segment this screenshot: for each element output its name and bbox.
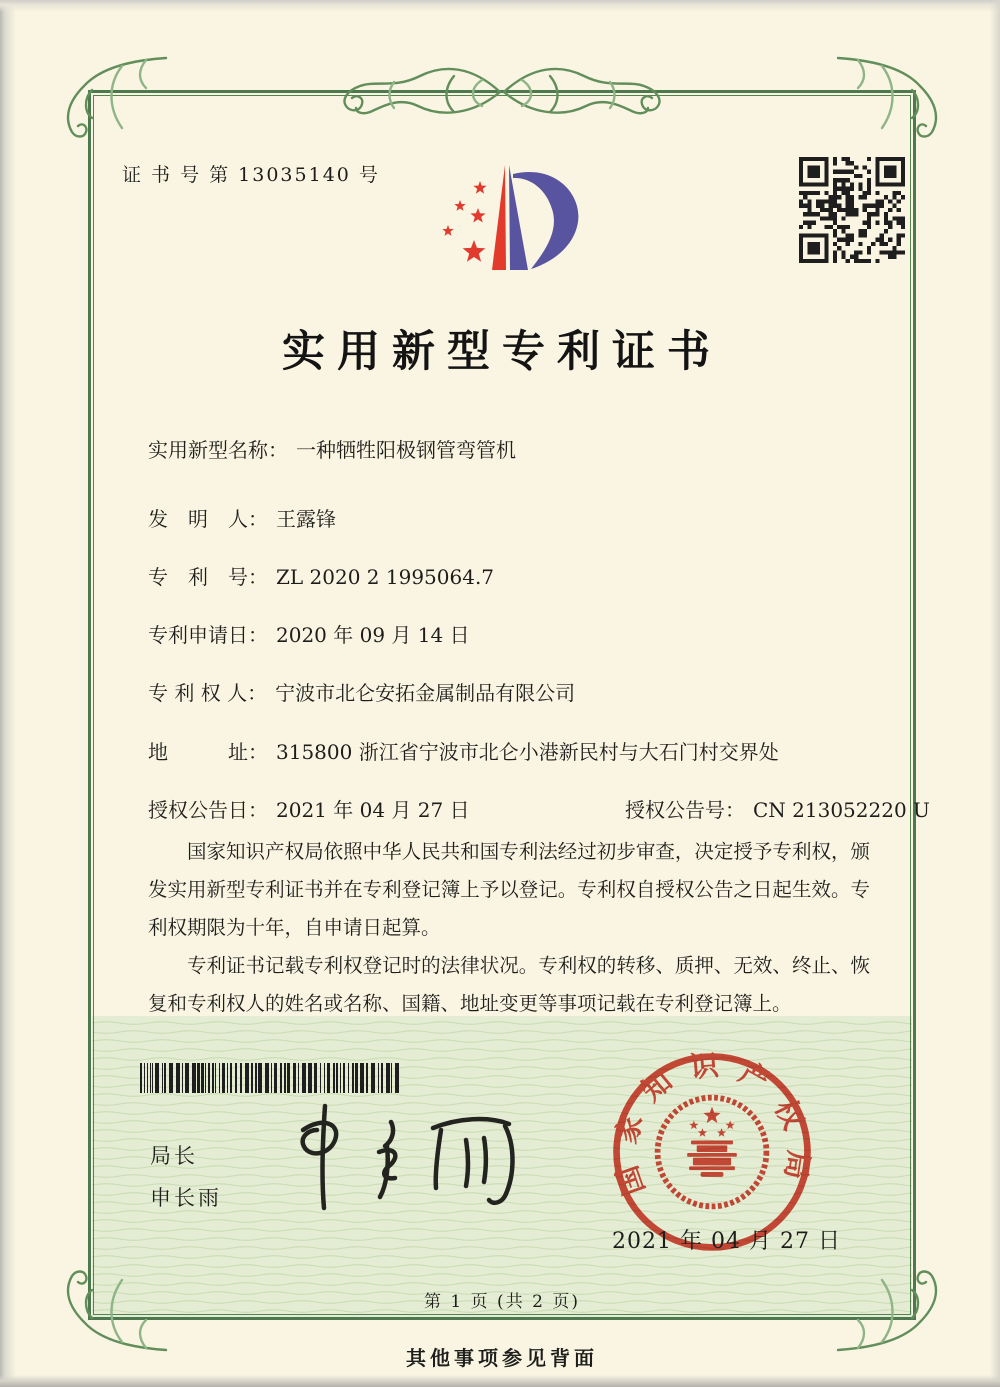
field-value: 2020 年 09 月 14 日	[276, 623, 470, 647]
field-value: CN 213052220 U	[753, 798, 930, 822]
field-value: ZL 2020 2 1995064.7	[276, 565, 495, 589]
field-pair	[625, 794, 930, 823]
field-row	[148, 503, 336, 532]
scan-edge	[0, 0, 1000, 12]
certificate-title: 实用新型专利证书	[282, 327, 722, 377]
field-label: 发 明 人：	[148, 507, 268, 531]
top-ornament-icon	[332, 56, 672, 128]
corner-flourish-icon	[50, 50, 170, 140]
seal-date: 2021 年 04 月 27 日	[612, 1229, 841, 1254]
field-label: 专 利 号：	[148, 565, 268, 589]
scan-edge	[0, 1375, 1000, 1387]
field-label: 专 利 权 人：	[148, 681, 268, 705]
svg-text:国家知识产权局	[609, 1048, 817, 1200]
field-label: 授权公告日：	[148, 798, 268, 822]
national-emblem-icon	[687, 1107, 737, 1177]
field-row	[148, 794, 930, 823]
cnipa-logo-icon	[400, 140, 650, 300]
field-value: 2021 年 04 月 27 日	[276, 798, 470, 822]
paragraph: 专利证书记载专利权登记时的法律状况。专利权的转移、质押、无效、终止、恢复和专利权人的姓名或名称、国籍、地址变更等事项记载在专利登记簿上。	[148, 954, 870, 1015]
field-label: 授权公告号：	[625, 798, 745, 822]
field-row	[148, 677, 575, 706]
qr-code-icon	[799, 157, 905, 263]
page-indicator: 第 1 页 (共 2 页)	[424, 1292, 580, 1312]
back-note: 其他事项参见背面	[406, 1346, 598, 1370]
field-value: 315800 浙江省宁波市北仑小港新民村与大石门村交界处	[276, 740, 779, 764]
field-value: 宁波市北仑安拓金属制品有限公司	[275, 681, 576, 705]
field-row	[148, 619, 470, 648]
field-row	[148, 736, 779, 765]
field-row	[148, 434, 516, 463]
scan-edge	[990, 0, 1000, 1387]
paragraph: 国家知识产权局依照中华人民共和国专利法经过初步审查，决定授予专利权，颁发实用新型专利证书并在专利登记簿上予以登记。专利权自授权公告之日起生效。专利权期限为十年，自申请日起算。	[148, 840, 870, 939]
field-value: 一种牺牲阳极钢管弯管机	[296, 438, 516, 462]
seal-text: 国家知识产权局	[608, 1047, 817, 1200]
scan-edge	[0, 0, 16, 1387]
signer-title: 局长	[150, 1144, 198, 1168]
certificate-number: 证 书 号 第 13035140 号	[122, 164, 380, 186]
legal-text	[148, 833, 870, 1023]
field-label: 专利申请日：	[148, 623, 268, 647]
field-value: 王露锋	[276, 507, 336, 531]
signature-icon	[283, 1100, 533, 1218]
field-label: 地 址：	[148, 740, 268, 764]
corner-flourish-icon	[834, 50, 954, 140]
barcode-icon	[140, 1063, 402, 1093]
field-label: 实用新型名称：	[148, 438, 288, 462]
signer-name: 申长雨	[150, 1186, 222, 1210]
field-row	[148, 561, 494, 590]
